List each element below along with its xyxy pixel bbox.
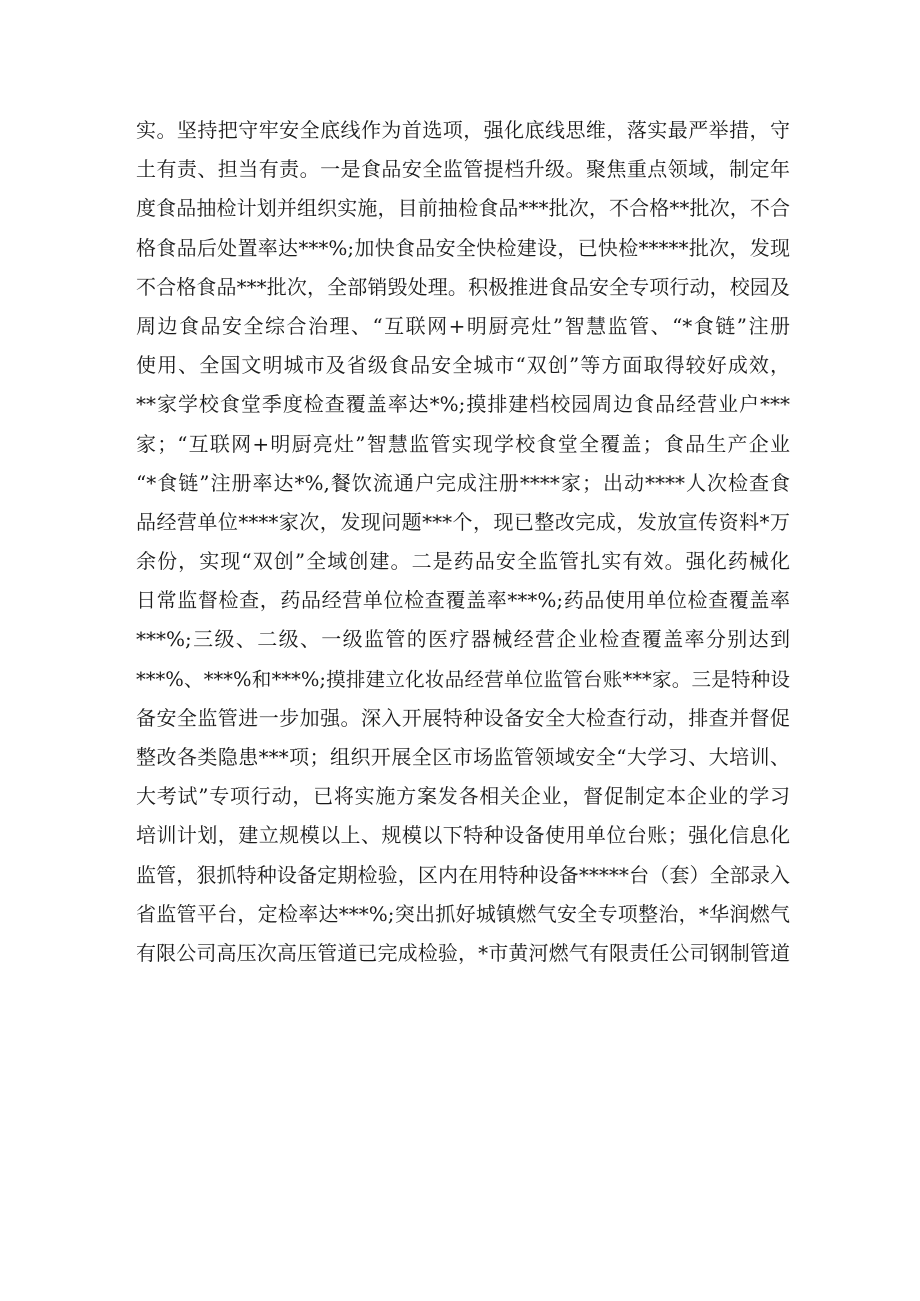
text-line: 备安全监管进一步加强。深入开展特种设备安全大检查行动，排查并督促 [136,705,790,730]
text-line: ***%、***%和***%;摸排建立化妆品经营单位监管台账***家。三是特种设 [136,667,790,691]
text-line: 土有责、担当有责。一是食品安全监管提档升级。聚焦重点领域，制定年 [136,157,790,182]
body-paragraph [136,111,790,973]
text-line: 大考试”专项行动，已将实施方案发各相关企业，督促制定本企业的学习 [136,784,790,809]
text-line: 使用、全国文明城市及省级食品安全城市“双创”等方面取得较好成效， [136,353,790,378]
text-line: 格食品后处置率达***%;加快食品安全快检建设，已快检*****批次，发现 [136,235,790,260]
text-line: “*食链”注册率达*%,餐饮流通户完成注册****家；出动****人次检查食 [136,470,790,495]
text-line: 有限公司高压次高压管道已完成检验，*市黄河燃气有限责任公司钢制管道 [136,940,790,965]
text-line: 培训计划，建立规模以上、规模以下特种设备使用单位台账；强化信息化 [136,823,790,848]
text-line: 实。坚持把守牢安全底线作为首选项，强化底线思维，落实最严举措，守 [136,118,790,142]
text-line: 周边食品安全综合治理、“互联网+明厨亮灶”智慧监管、“*食链”注册 [136,313,790,338]
text-line: 余份，实现“双创”全域创建。二是药品安全监管扎实有效。强化药械化 [136,549,790,574]
text-line: 监管，狠抓特种设备定期检验，区内在用特种设备*****台（套）全部录入 [136,862,790,887]
text-line: 整改各类隐患***项；组织开展全区市场监管领域安全“大学习、大培训、 [136,745,790,769]
text-line: ***%;三级、二级、一级监管的医疗器械经营企业检查覆盖率分别达到 [136,627,790,652]
text-line: 省监管平台，定检率达***%;突出抓好城镇燃气安全专项整治，*华润燃气 [136,901,790,926]
text-line: **家学校食堂季度检查覆盖率达*%;摸排建档校园周边食品经营业户*** [136,392,790,417]
text-line: 不合格食品***批次，全部销毁处理。积极推进食品安全专项行动，校园及 [136,274,790,299]
text-line: 日常监督检查，药品经营单位检查覆盖率***%;药品使用单位检查覆盖率 [136,588,790,613]
text-line: 度食品抽检计划并组织实施，目前抽检食品***批次，不合格**批次，不合 [136,196,790,221]
text-line: 品经营单位****家次，发现问题***个，现已整改完成，发放宣传资料*万 [136,509,790,534]
text-line: 家；“互联网+明厨亮灶”智慧监管实现学校食堂全覆盖；食品生产企业 [136,431,790,456]
